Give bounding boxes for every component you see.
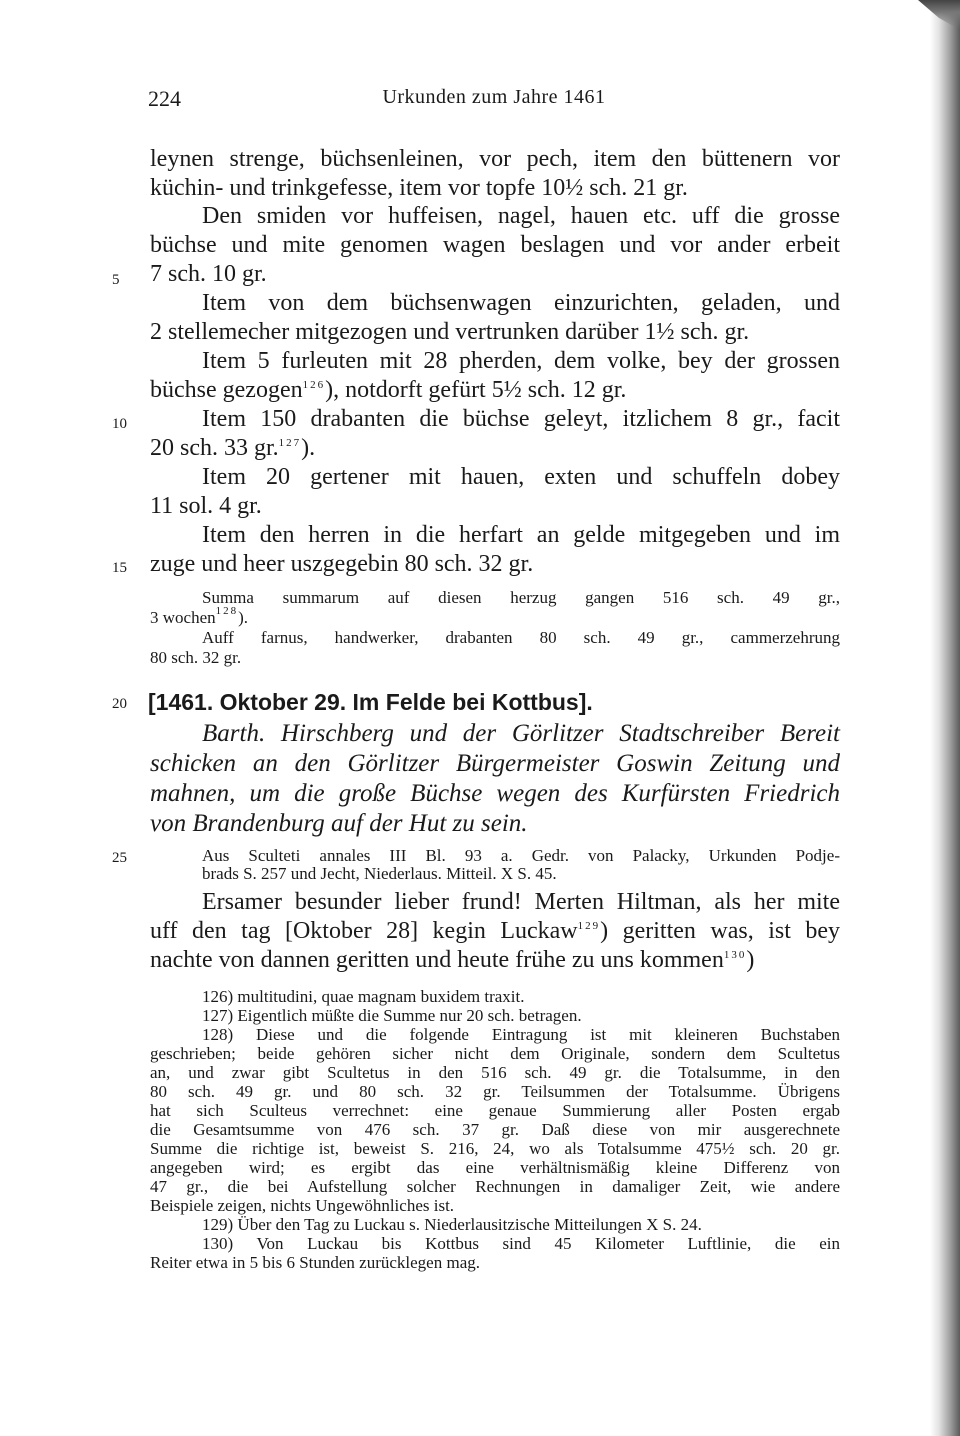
footnote-ref-128: 128 xyxy=(215,605,239,617)
body-line: Item 20 gertener mit hauen, exten und schuffeln dobey xyxy=(202,464,840,490)
abstract-line: mahnen, um die große Büchse wegen des Kurfürsten Friedrich xyxy=(150,780,840,807)
abstract-line: von Brandenburg auf der Hut zu sein. xyxy=(150,810,528,837)
body-line: büchse und mite genomen wagen beslagen und vor ander erbeit xyxy=(150,232,840,258)
footnote-line: hat sich Sculteus verrechnet: eine genaue Summierung aller Posten ergab xyxy=(150,1101,840,1120)
body-line: Den smiden vor huffeisen, nagel, hauen etc. uff die grosse xyxy=(202,203,840,229)
body-line: 7 sch. 10 gr. xyxy=(150,261,267,287)
line-number-5: 5 xyxy=(112,272,120,288)
footnote-line: Summe die richtige ist, beweist S. 216, 24, wo als Totalsumme 475½ sch. 20 gr. xyxy=(150,1139,840,1158)
line-number-10: 10 xyxy=(112,416,127,432)
running-head xyxy=(148,86,840,116)
body-line: 20 sch. 33 gr.$^{127}$). xyxy=(150,435,316,461)
summary-line: Summa summarum auf diesen herzug gangen 516 sch. 49 gr., xyxy=(202,588,840,607)
footnote-ref-127: 127 xyxy=(278,437,302,449)
line-number-25: 25 xyxy=(112,850,127,866)
footnote-128: 128) Diese und die folgende Eintragung ist mit kleineren Buchstaben xyxy=(202,1025,840,1044)
body-line: küchin- und trinkgefesse, item vor topfe 10½ sch. 21 gr. xyxy=(150,175,688,201)
footnote-126: 126) multitudini, quae magnam buxidem traxit. xyxy=(202,987,525,1006)
line-number-15: 15 xyxy=(112,560,127,576)
footnote-line: die Gesamtsumme von 476 sch. 37 gr. Daß diese von mir ausgerechnete xyxy=(150,1120,840,1139)
body-line: leynen strenge, büchsenleinen, vor pech, item den büttenern vor xyxy=(150,146,840,172)
body-line: zuge und heer uszgegebin 80 sch. 32 gr. xyxy=(150,551,534,577)
letter-line: nachte von dannen geritten und heute frühe zu uns kommen$^{130}$) xyxy=(150,947,755,973)
section-heading: [1461. Oktober 29. Im Felde bei Kottbus]. xyxy=(148,689,593,715)
body-line: büchse gezogen$^{126}$), notdorft gefürt 5½ sch. 12 gr. xyxy=(150,377,627,403)
footnote-ref-126: 126 xyxy=(302,379,326,391)
summary-line: Auff farnus, handwerker, drabanten 80 sch. 49 gr., cammerzehrung xyxy=(202,628,840,647)
footnote-ref-129: 129 xyxy=(577,920,601,932)
footnote-130: 130) Von Luckau bis Kottbus sind 45 Kilometer Luftlinie, die ein xyxy=(202,1234,840,1253)
source-line: brads S. 257 und Jecht, Niederlaus. Mitteil. X S. 45. xyxy=(202,864,557,883)
summary-line: 3 wochen$^{128}$). xyxy=(150,605,249,627)
footnote-129: 129) Über den Tag zu Luckau s. Niederlausitzische Mitteilungen X S. 24. xyxy=(202,1215,702,1234)
source-line: Aus Sculteti annales III Bl. 93 a. Gedr. von Palacky, Urkunden Podje- xyxy=(202,846,840,865)
letter-line: uff den tag [Oktober 28] kegin Luckaw$^{129}$) geritten was, ist bey xyxy=(150,918,840,944)
body-line: 2 stellemecher mitgezogen und vertrunken darüber 1½ sch. gr. xyxy=(150,319,750,345)
body-line: Item den herren in die herfart an gelde mitgegeben und im xyxy=(202,522,840,548)
body-line: 11 sol. 4 gr. xyxy=(150,493,262,519)
footnote-line: Beispiele zeigen, nichts Ungewöhnliches ist. xyxy=(150,1196,455,1215)
letter-line: Ersamer besunder lieber frund! Merten Hiltman, als her mite xyxy=(202,889,840,915)
abstract-line: schicken an den Görlitzer Bürgermeister Goswin Zeitung und xyxy=(150,750,840,777)
footnote-line: geschrieben; beide gehören sicher nicht dem Originale, sondern dem Scultetus xyxy=(150,1044,840,1063)
page-number: 224 xyxy=(148,86,181,111)
footnote-line: an, und zwar gibt Scultetus in den 516 sch. 49 gr. die Totalsumme, in den xyxy=(150,1063,840,1082)
footnote-127: 127) Eigentlich müßte die Summe nur 20 sch. betragen. xyxy=(202,1006,582,1025)
line-number-20: 20 xyxy=(112,696,127,712)
body-line: Item 150 drabanten die büchse geleyt, itzlichem 8 gr., facit xyxy=(202,406,840,432)
running-title: Urkunden zum Jahre 1461 xyxy=(382,86,606,108)
summary-line: 80 sch. 32 gr. xyxy=(150,648,242,667)
footnote-line: Reiter etwa in 5 bis 6 Stunden zurücklegen mag. xyxy=(150,1253,480,1272)
body-line: Item von dem büchsenwagen einzurichten, geladen, und xyxy=(202,290,840,316)
footnote-line: 80 sch. 49 gr. und 80 sch. 32 gr. Teilsummen der Totalsumme. Übrigens xyxy=(150,1082,840,1101)
body-line: Item 5 furleuten mit 28 pherden, dem volke, bey der grossen xyxy=(202,348,840,374)
footnote-line: 47 gr., die bei Aufstellung solcher Rechnungen in damaliger Zeit, wie andere xyxy=(150,1177,840,1196)
footnote-ref-130: 130 xyxy=(723,949,747,961)
footnote-line: angegeben wird; es ergibt das eine verhältnismäßig kleine Differenz von xyxy=(150,1158,840,1177)
abstract-line: Barth. Hirschberg und der Görlitzer Stadtschreiber Bereit xyxy=(202,720,840,747)
page-edge-shadow xyxy=(930,0,960,1436)
